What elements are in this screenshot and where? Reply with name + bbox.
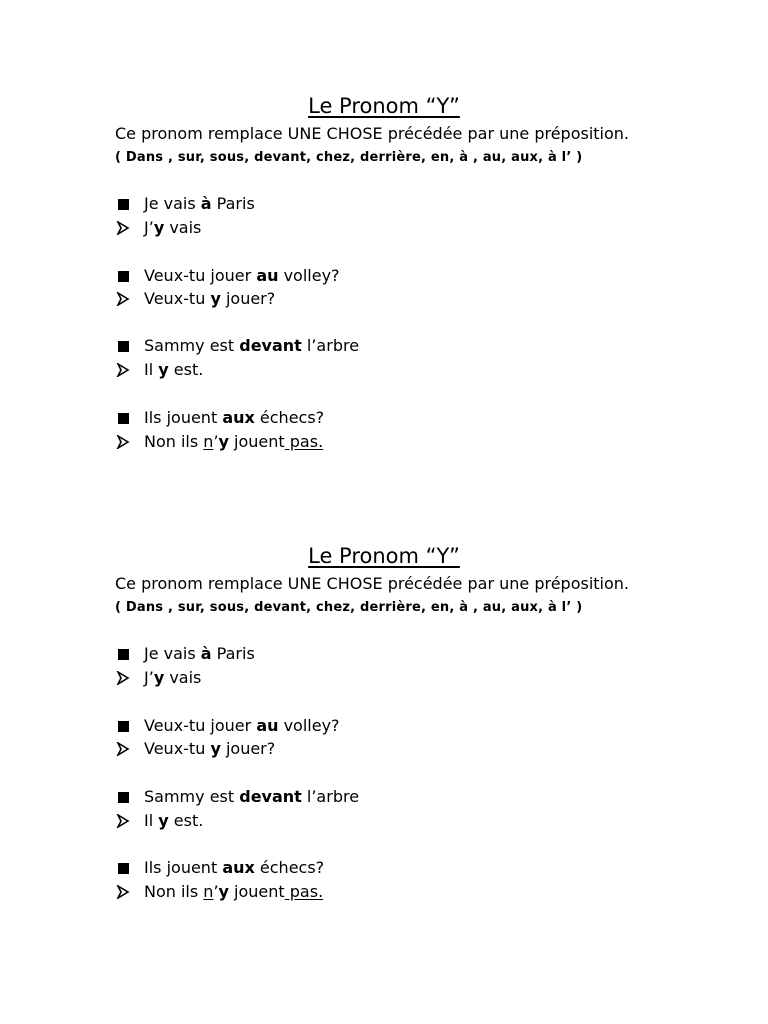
prepositions-list: ( Dans , sur, sous, devant, chez, derrière, en, à , au, aux, à l’ ) [115,150,583,165]
example-answer: Il y est. [0,809,768,833]
example-answer: J’y vais [0,216,768,240]
arrowhead-right-icon [116,809,134,833]
arrowhead-right-icon [116,216,134,240]
example-sentence: Je vais à Paris [0,642,768,666]
example-answer: Veux-tu y jouer? [0,287,768,311]
black-square-icon [116,642,134,666]
arrowhead-right-icon [116,430,134,454]
example-answer: Non ils n’y jouent pas. [0,880,768,904]
example-answer: Veux-tu y jouer? [0,737,768,761]
prepositions-list: ( Dans , sur, sous, devant, chez, derrière, en, à , au, aux, à l’ ) [115,600,583,615]
black-square-icon [116,334,134,358]
example-sentence: Ils jouent aux échecs? [0,856,768,880]
arrowhead-right-icon [116,880,134,904]
black-square-icon [116,785,134,809]
black-square-icon [116,264,134,288]
arrowhead-right-icon [116,737,134,761]
example-answer: Non ils n’y jouent pas. [0,430,768,454]
example-sentence: Je vais à Paris [0,192,768,216]
page-title: Le Pronom “Y” [308,544,460,568]
black-square-icon [116,192,134,216]
page-title: Le Pronom “Y” [308,94,460,118]
example-sentence: Veux-tu jouer au volley? [0,714,768,738]
example-sentence: Sammy est devant l’arbre [0,334,768,358]
arrowhead-right-icon [116,666,134,690]
intro-text: Ce pronom remplace UNE CHOSE précédée par une préposition. [115,124,630,143]
arrowhead-right-icon [116,358,134,382]
black-square-icon [116,714,134,738]
black-square-icon [116,406,134,430]
intro-text: Ce pronom remplace UNE CHOSE précédée par une préposition. [115,574,630,593]
arrowhead-right-icon [116,287,134,311]
example-sentence: Veux-tu jouer au volley? [0,264,768,288]
example-sentence: Ils jouent aux échecs? [0,406,768,430]
example-sentence: Sammy est devant l’arbre [0,785,768,809]
black-square-icon [116,856,134,880]
example-answer: Il y est. [0,358,768,382]
example-answer: J’y vais [0,666,768,690]
